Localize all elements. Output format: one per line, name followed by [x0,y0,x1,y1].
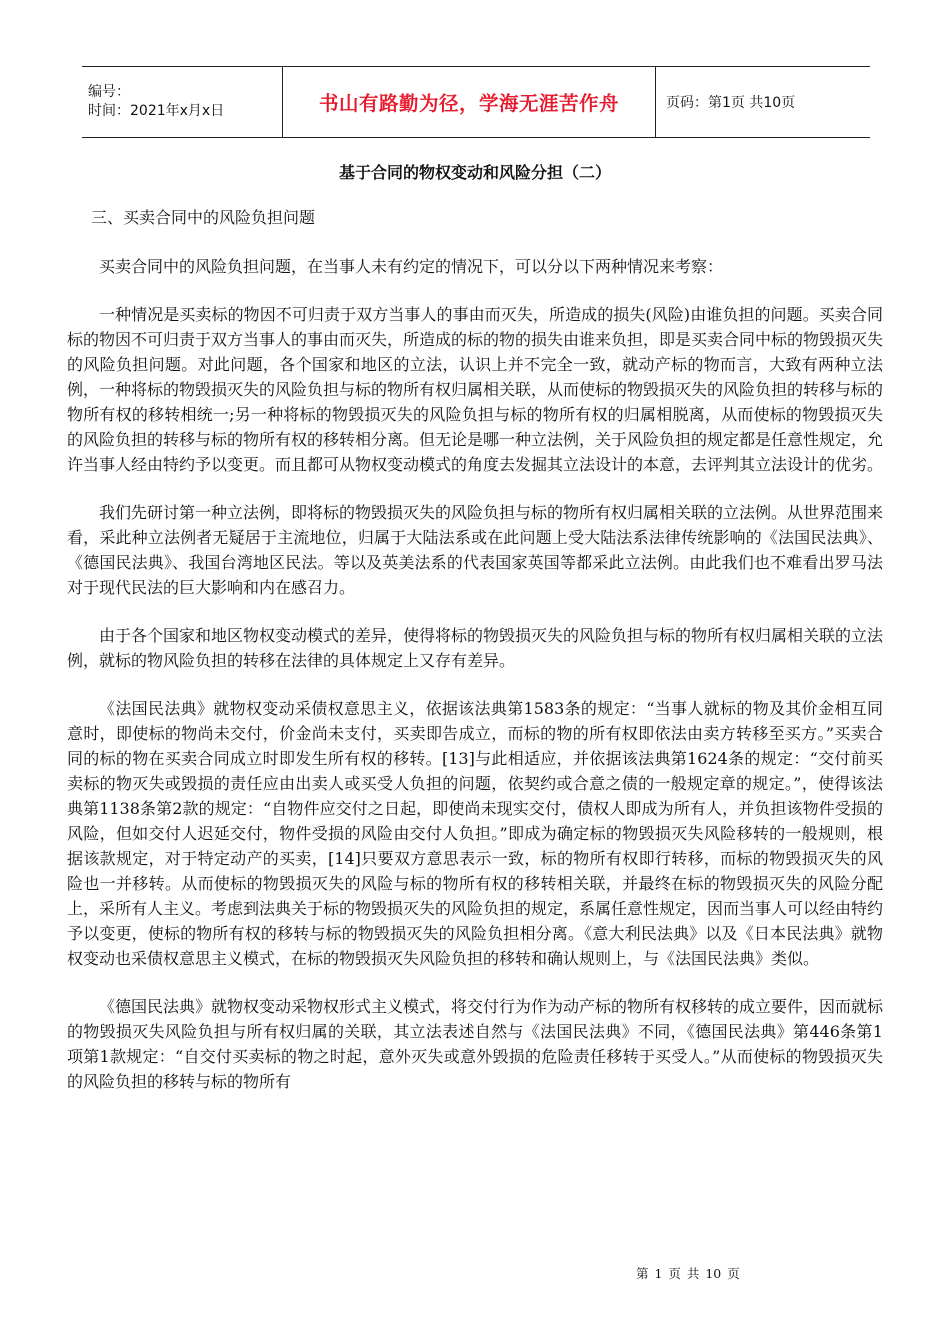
header-motto-cell [282,67,656,137]
paragraph: 买卖合同中的风险负担问题，在当事人未有约定的情况下，可以分以下两种情况来考察： [99,257,724,276]
paragraph: 由于各个国家和地区物权变动模式的差异，使得将标的物毁损灭失的风险负担与标的物所有权归属相关联的立法例，就标的物风险负担的转移在法律的具体规定上又存有差异。 [67,626,884,670]
header-meta [82,67,282,137]
document-title: 基于合同的物权变动和风险分担（二） [338,163,611,182]
header-page-number: 页码：第1页 共10页 [666,95,796,111]
document-date-label: 时间：2021年x月x日 [88,103,225,119]
header-page-cell [656,67,870,137]
section-heading: 三、买卖合同中的风险负担问题 [91,208,316,227]
paragraph: 一种情况是买卖标的物因不可归责于双方当事人的事由而灭失，所造成的损失(风险)由谁负担的问题。买卖合同标的物因不可归责于双方当事人的事由而灭失，所造成的标的物的损失由谁来负担，即是买卖合同中标的物毁损灭失的风险负担问题。对此问题，各个国家和地区的立法，认识上并不完全一致，就动产标的物而言，大致有两种立法例，一种将标的物毁损灭失的风险负担与标的物所有权归属相关联，从而使标的物毁损灭失的风险负担的转移与标的物所有权的移转相统一;另一种将标的物毁损灭失的风险负担与标的物所有权的归属相脱离，从而使标的物毁损灭失的风险负担的转移与标的物所有权的移转相分离。但无论是哪一种立法例，关于风险负担的规定都是任意性规定，允许当事人经由特约予以变更。而且都可从物权变动模式的角度去发掘其立法设计的本意，去评判其立法设计的优劣。 [67,305,884,474]
document-body [67,254,883,1117]
document-number-label: 编号： [88,84,130,100]
paragraph: 《德国民法典》就物权变动采物权形式主义模式，将交付行为作为动产标的物所有权移转的成立要件，因而就标的物毁损灭失风险负担与所有权归属的关联，其立法表述自然与《法国民法典》不同，《德国民法典》第446条第1项第1款规定：“自交付买卖标的物之时起，意外灭失或意外毁损的危险责任移转于买受人。”从而使标的物毁损灭失的风险负担的移转与标的物所有 [67,997,884,1091]
page-header [82,66,870,138]
paragraph: 《法国民法典》就物权变动采债权意思主义，依据该法典第1583条的规定：“当事人就标的物及其价金相互同意时，即使标的物尚未交付，价金尚未支付，买卖即告成立，而标的物的所有权即依法由卖方转移至买方。”买卖合同的标的物在买卖合同成立时即发生所有权的移转。[13]与此相适应，并依据该法典第1624条的规定：“交付前买卖标的物灭失或毁损的责任应由出卖人或买受人负担的问题，依契约或合意之债的一般规定章的规定。”，使得该法典第1138条第2款的规定：“自物件应交付之日起，即使尚未现实交付，债权人即成为所有人，并负担该物件受损的风险，但如交付人迟延交付，物件受损的风险由交付人负担。”即成为确定标的物毁损灭失风险移转的一般规则，根据该款规定，对于特定动产的买卖，[14]只要双方意思表示一致，标的物所有权即行转移，而标的物毁损灭失的风险也一并移转。从而使标的物毁损灭失的风险与标的物所有权的移转相关联，并最终在标的物毁损灭失的风险分配上，采所有人主义。考虑到法典关于标的物毁损灭失的风险负担的规定，系属任意性规定，因而当事人可以经由特约予以变更，使标的物所有权的移转与标的物毁损灭失的风险负担相分离。《意大利民法典》以及《日本民法典》就物权变动也采债权意思主义模式，在标的物毁损灭失风险负担的移转和确认规则上，与《法国民法典》类似。 [67,699,884,968]
page-footer: 第 1 页 共 10 页 [636,1266,740,1281]
header-motto: 书山有路勤为径，学海无涯苦作舟 [318,92,619,115]
paragraph: 我们先研讨第一种立法例，即将标的物毁损灭失的风险负担与标的物所有权归属相关联的立法例。从世界范围来看，采此种立法例者无疑居于主流地位，归属于大陆法系或在此问题上受大陆法系法律传统影响的《法国民法典》、《德国民法典》、我国台湾地区民法。等以及英美法系的代表国家英国等都采此立法例。由此我们也不难看出罗马法对于现代民法的巨大影响和内在感召力。 [67,503,884,597]
